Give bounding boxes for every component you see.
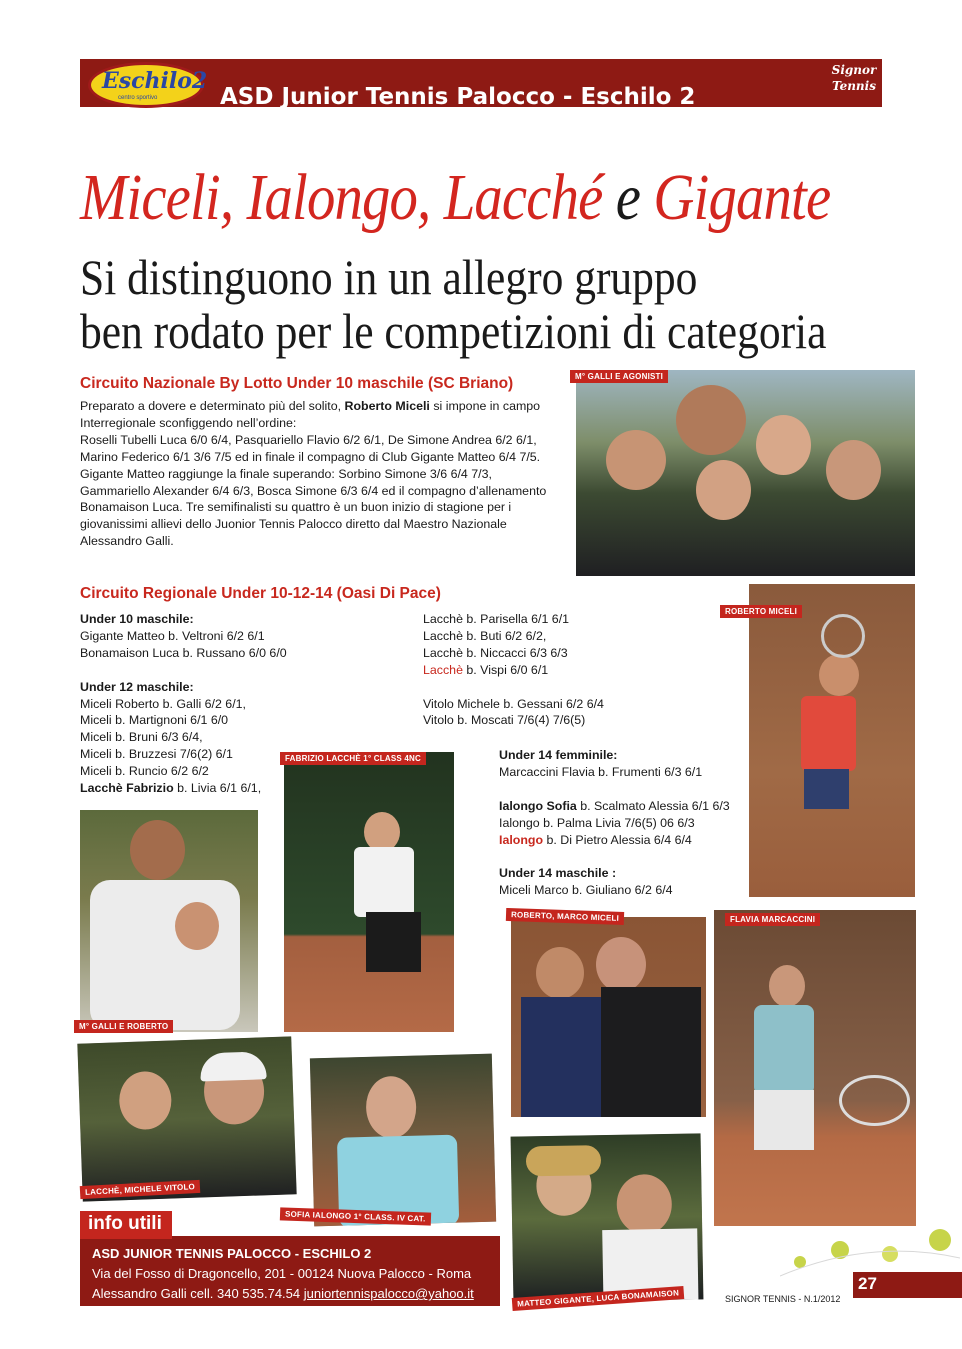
photo-roberto-marco	[511, 917, 706, 1117]
logo-subtext: centro sportivo	[118, 95, 158, 101]
photo-roberto-miceli	[749, 584, 915, 897]
info-line-3	[92, 1284, 474, 1304]
signor-tennis-brand	[826, 62, 882, 94]
u14f-red-rest: b. Di Pietro Alessia 6/4 6/4	[543, 832, 692, 847]
headline-conj: e	[602, 161, 654, 234]
subheadline-line-1: Si distinguono in un allegro gruppo	[80, 249, 698, 305]
mid-row-red	[423, 662, 604, 679]
u14f-rest: b. Scalmato Alessia 6/1 6/3	[576, 798, 730, 813]
col-u14-results	[499, 747, 730, 899]
brand-line-2: Tennis	[832, 79, 876, 93]
u14m-row: Miceli Marco b. Giuliano 6/2 6/4	[499, 883, 673, 898]
u12-last-rest: b. Livia 6/1 6/1,	[173, 781, 262, 796]
footer-magazine: SIGNOR TENNIS - N.1/2012	[725, 1294, 841, 1304]
headline-last: Gigante	[653, 161, 831, 234]
u12-row: Miceli b. Bruni 6/3 6/4,	[80, 730, 203, 745]
col-left-results	[80, 611, 287, 797]
photo-galli-roberto	[80, 810, 258, 1032]
section1-p1	[80, 398, 560, 432]
u12-heading: Under 12 maschile:	[80, 679, 194, 694]
caption-flavia: FLAVIA MARCACCINI	[725, 913, 820, 926]
mid2-row: Vitolo Michele b. Gessani 6/2 6/4	[423, 696, 604, 711]
u10-row: Gigante Matteo b. Veltroni 6/2 6/1	[80, 628, 265, 643]
u10-heading: Under 10 maschile:	[80, 612, 194, 626]
caption-roberto-miceli: ROBERTO MICELI	[720, 605, 802, 618]
col-mid-results	[423, 611, 604, 729]
u14f-bold: Ialongo Sofia	[499, 798, 577, 813]
u12-last-bold: Lacchè Fabrizio	[80, 781, 174, 796]
spacer	[499, 781, 730, 798]
u12-row: Miceli Roberto b. Galli 6/2 6/1,	[80, 696, 246, 711]
u12-row: Miceli b. Runcio 6/2 6/2	[80, 764, 209, 779]
caption-sofia: SOFIA IALONGO 1° CLASS. IV CAT.	[280, 1207, 431, 1225]
logo-text: Eschilo2	[102, 68, 208, 94]
caption-lacche-vitolo: LACCHÈ, MICHELE VITOLO	[80, 1180, 201, 1199]
p1-text-a: Preparato a dovere e determinato più del solito,	[80, 399, 345, 413]
spacer	[423, 679, 604, 696]
u12-row-last	[80, 780, 287, 797]
spacer	[80, 662, 287, 679]
photo-sofia-ialongo	[310, 1054, 496, 1227]
u14m-heading: Under 14 maschile :	[499, 866, 617, 881]
u14f-row	[499, 832, 730, 849]
photo-lacche-vitolo	[77, 1036, 296, 1201]
p1-bold: Roberto Miceli	[344, 399, 430, 413]
mid2-row: Vitolo b. Moscati 7/6(4) 7/6(5)	[423, 713, 586, 728]
u14f-heading: Under 14 femminile:	[499, 748, 618, 762]
spacer	[499, 848, 730, 865]
info-line-1: ASD JUNIOR TENNIS PALOCCO - ESCHILO 2	[92, 1246, 372, 1261]
subheadline	[80, 250, 826, 358]
page-number: 27	[858, 1274, 877, 1293]
brand-line-1: Signor	[831, 63, 877, 77]
subheadline-line-2: ben rodato per le competizioni di categoria	[80, 303, 827, 359]
u14f-red: Ialongo	[499, 832, 544, 847]
u10-row: Bonamaison Luca b. Russano 6/0 6/0	[80, 645, 287, 660]
u14f-row: Marcaccini Flavia b. Frumenti 6/3 6/1	[499, 764, 703, 779]
mid-row: Lacchè b. Parisella 6/1 6/1	[423, 612, 570, 626]
p1-text-b: si impone in campo Interregionale sconfiggendo nell’ordine:	[80, 399, 541, 430]
mid-row: Lacchè b. Buti 6/2 6/2,	[423, 628, 547, 643]
info-text	[92, 1244, 474, 1304]
mid-red-rest: b. Vispi 6/0 6/1	[462, 662, 549, 677]
header-title: ASD Junior Tennis Palocco - Eschilo 2	[220, 84, 696, 110]
section1-body	[80, 398, 560, 550]
section1-p3: Gigante Matteo raggiunge la finale superando: Sorbino Simone 3/6 6/4 7/3, Gammariello Alexander 6/4 6/3, Bosca Simone 6/3 6/4 ed il compagno d’allenamento Bonamaison Luca. Tre semifinalisti su quattro è un buon inizio di stagione per i giovanissimi allievi dello Juonior Tennis Palocco diretto dal Maestro Nazionale Alessandro Galli.	[80, 466, 547, 549]
tennis-balls-icon	[780, 1228, 960, 1278]
photo-flavia-marcaccini	[714, 910, 916, 1226]
photo-fabrizio-lacche	[284, 752, 454, 1032]
info-email-link[interactable]: juniortennispalocco@yahoo.it	[303, 1286, 474, 1301]
info-line-2: Via del Fosso di Dragoncello, 201 - 00124 Nuova Palocco - Roma	[92, 1266, 472, 1281]
u12-row: Miceli b. Bruzzesi 7/6(2) 6/1	[80, 747, 233, 762]
section1-p2: Roselli Tubelli Luca 6/0 6/4, Pasquariello Flavio 6/2 6/1, De Simone Andrea 6/2 6/1, Marino Federico 6/1 3/6 7/5 ed in finale il compagno di Club Gigante Matteo 6/4 7/5.	[80, 432, 541, 464]
u12-row: Miceli b. Martignoni 6/1 6/0	[80, 713, 229, 728]
u14f-row	[499, 798, 730, 815]
info-phone: Alessandro Galli cell. 340 535.74.54	[92, 1286, 304, 1301]
section1-heading: Circuito Nazionale By Lotto Under 10 maschile (SC Briano)	[80, 375, 514, 392]
photo-matteo-luca	[511, 1133, 704, 1302]
caption-fabrizio: FABRIZIO LACCHÈ 1° CLASS 4NC	[280, 752, 426, 765]
photo-galli-agonisti	[576, 370, 915, 576]
info-tab: info utili	[80, 1211, 172, 1239]
caption-matteo-luca: MATTEO GIGANTE, LUCA BONAMAISON	[512, 1286, 685, 1311]
caption-galli-roberto: M° GALLI E ROBERTO	[74, 1020, 173, 1033]
mid-red-name: Lacchè	[423, 662, 463, 677]
mid-row: Lacchè b. Niccacci 6/3 6/3	[423, 645, 568, 660]
u14f-row: Ialongo b. Palma Livia 7/6(5) 06 6/3	[499, 815, 695, 830]
section2-heading: Circuito Regionale Under 10-12-14 (Oasi Di Pace)	[80, 585, 441, 602]
headline-names: Miceli, Ialongo, Lacché	[80, 161, 603, 234]
caption-roberto-marco: ROBERTO, MARCO MICELI	[506, 908, 624, 925]
caption-galli-agonisti: M° GALLI E AGONISTI	[570, 370, 668, 383]
headline	[80, 160, 830, 236]
